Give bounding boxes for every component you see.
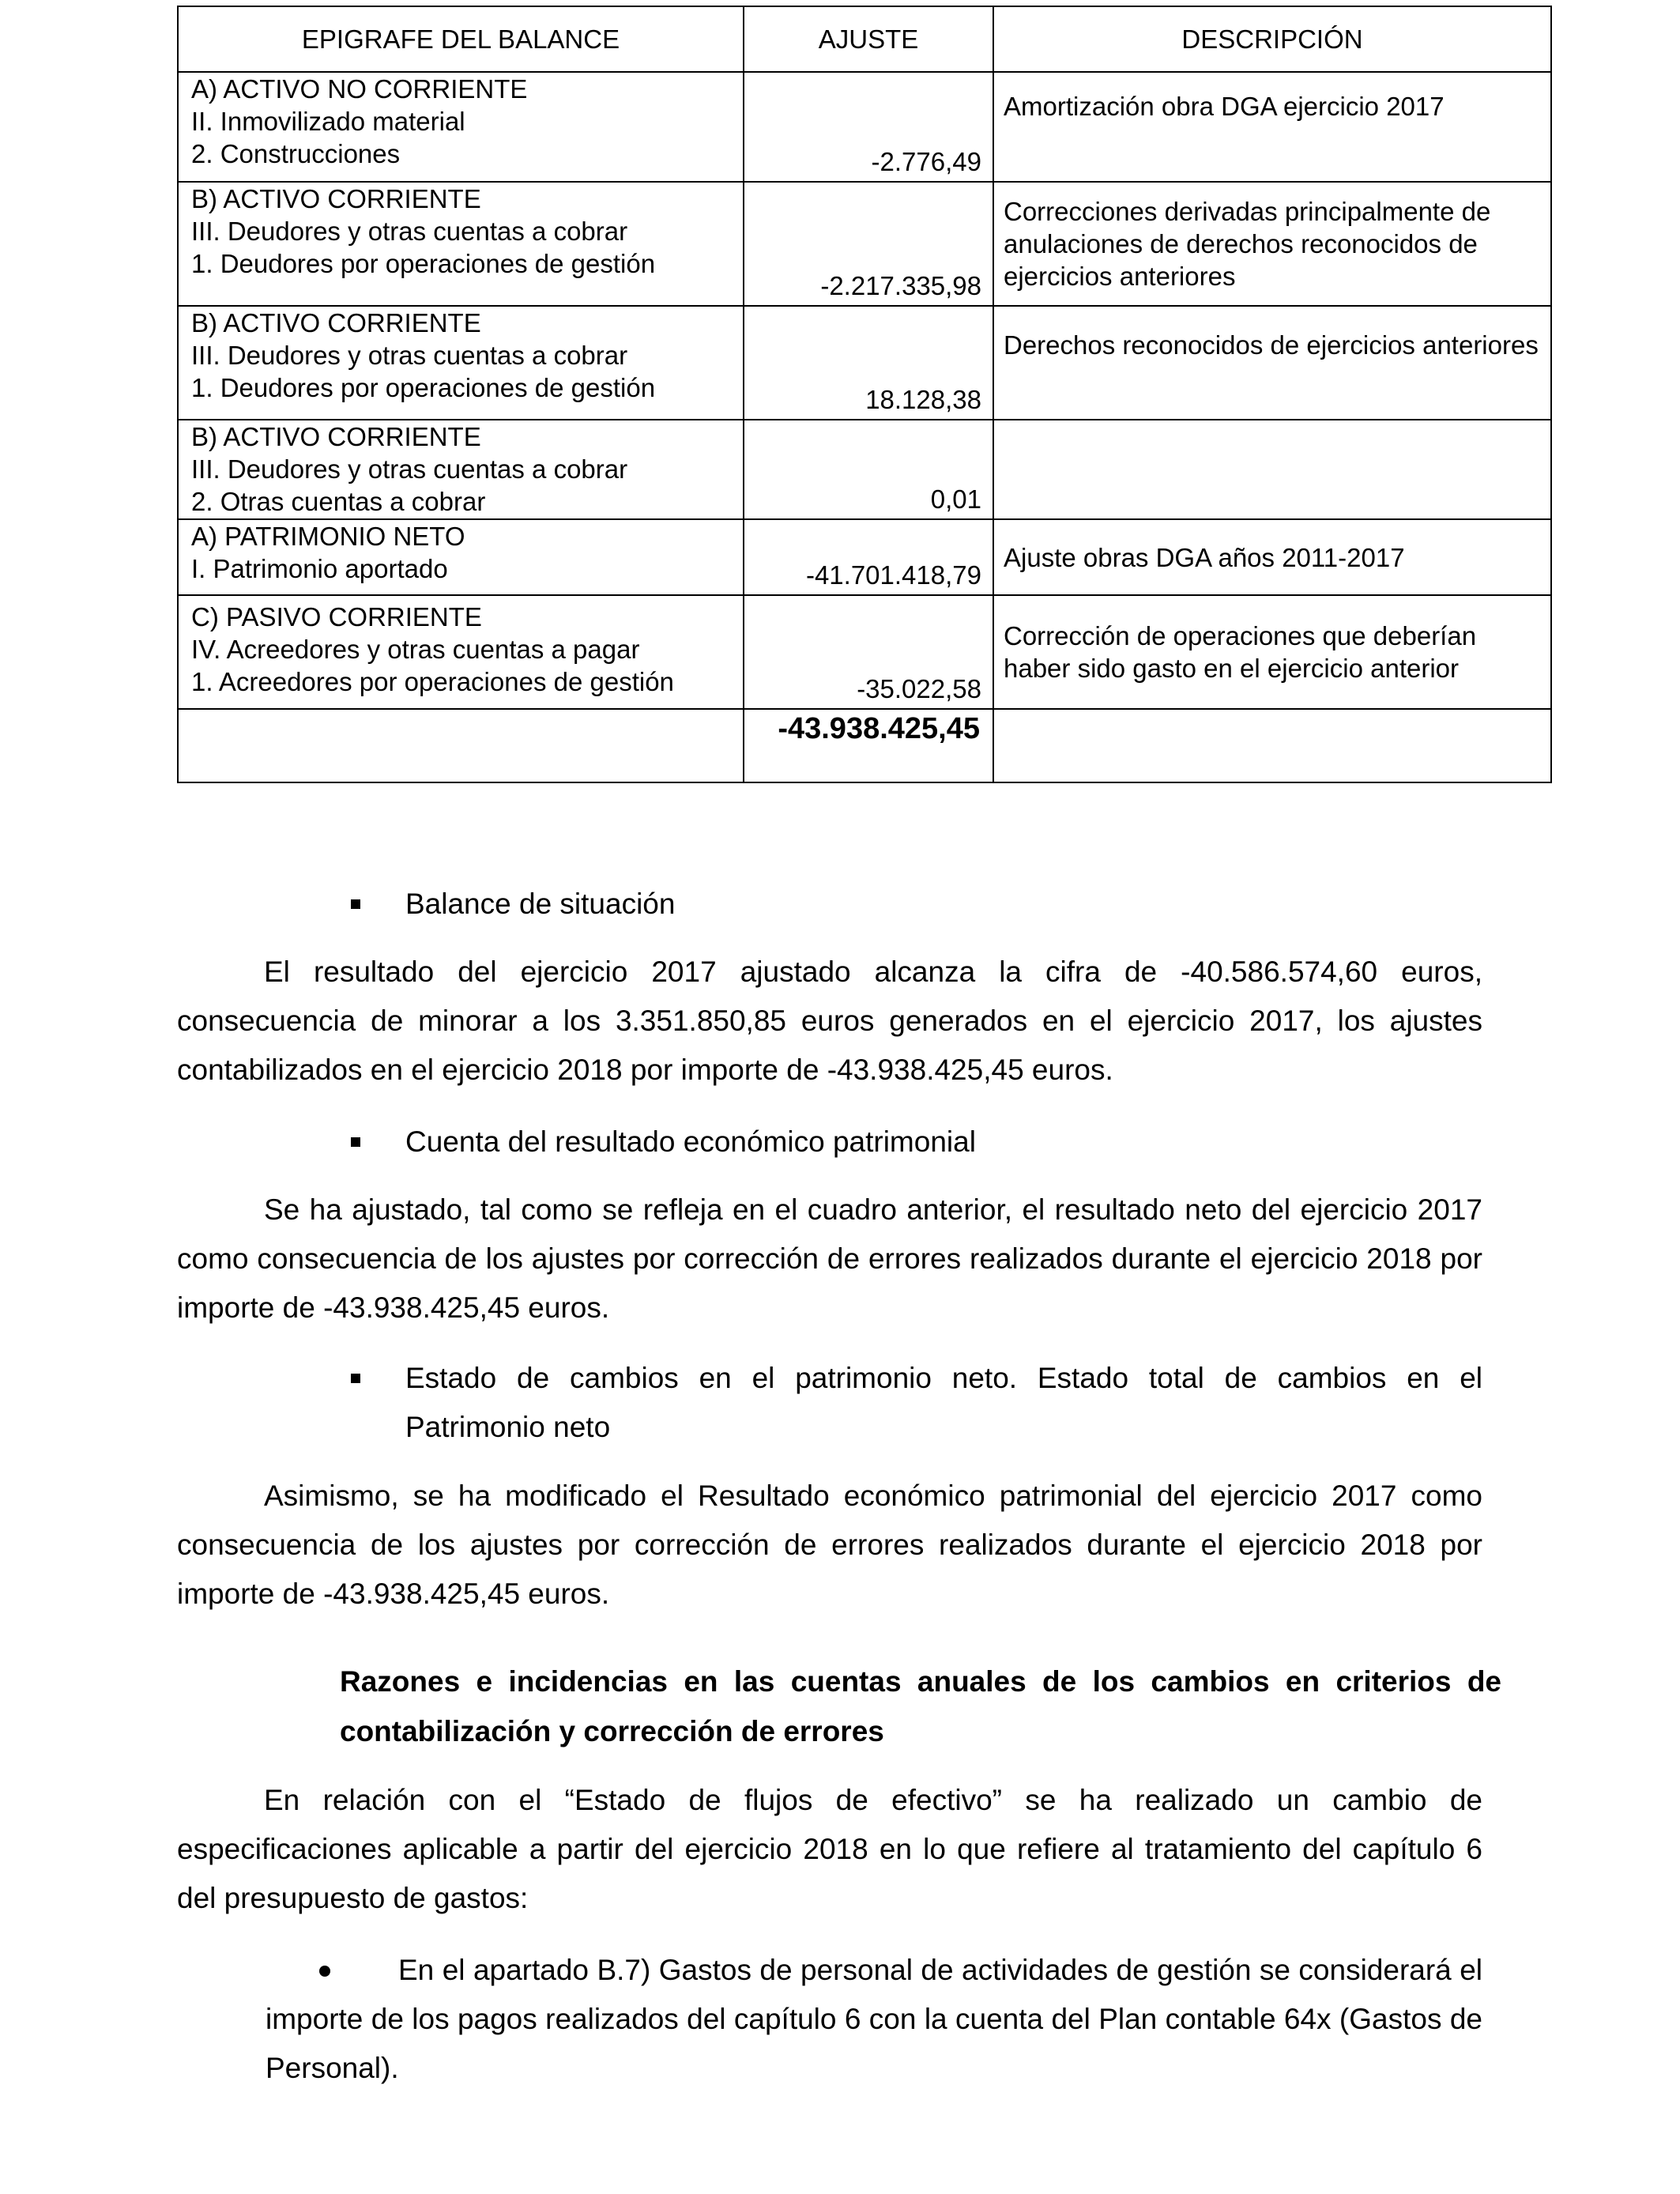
table-row (178, 182, 1551, 306)
bullet-balance-situacion: Balance de situación (405, 888, 676, 920)
cell-epigrafe (178, 595, 744, 709)
epigrafe-line: A) ACTIVO NO CORRIENTE (191, 74, 528, 104)
square-bullet-icon (351, 1374, 360, 1383)
cell-descripcion: Amortización obra DGA ejercicio 2017 (993, 72, 1551, 182)
cell-total-empty (993, 709, 1551, 782)
header-epigrafe: EPIGRAFE DEL BALANCE (178, 6, 744, 72)
table-header-row (178, 6, 1551, 72)
bullet-cuenta-resultado: Cuenta del resultado económico patrimonial (405, 1125, 976, 1158)
square-bullet-icon (351, 899, 360, 909)
epigrafe-line: I. Patrimonio aportado (191, 554, 448, 583)
cell-ajuste: -2.217.335,98 (744, 182, 993, 306)
epigrafe-line: IV. Acreedores y otras cuentas a pagar (191, 635, 640, 664)
cell-descripcion (993, 420, 1551, 519)
cell-ajuste: -35.022,58 (744, 595, 993, 709)
epigrafe-line: III. Deudores y otras cuentas a cobrar (191, 217, 628, 246)
epigrafe-line: C) PASIVO CORRIENTE (191, 602, 482, 631)
table-row (178, 519, 1551, 595)
epigrafe-line: 2. Otras cuentas a cobrar (191, 487, 486, 516)
cell-ajuste: -41.701.418,79 (744, 519, 993, 595)
epigrafe-line: III. Deudores y otras cuentas a cobrar (191, 341, 628, 370)
paragraph-resultado: El resultado del ejercicio 2017 ajustado alcanza la cifra de -40.586.574,60 euros, consecuencia de minorar a los 3.351.850,85 euros generados en el ejercicio 2017, los ajustes contabilizados en el ejercicio 2018 por importe de -43.938.425,45 euros. (177, 956, 1482, 1086)
table-row (178, 72, 1551, 182)
square-bullet-icon (351, 1137, 360, 1147)
cell-epigrafe (178, 72, 744, 182)
paragraph-ajustado: Se ha ajustado, tal como se refleja en el cuadro anterior, el resultado neto del ejercicio 2017 como consecuencia de los ajustes por corrección de errores realizados durante el ejercicio 2018 por importe de -43.938.425,45 euros. (177, 1193, 1482, 1324)
header-descripcion: DESCRIPCIÓN (993, 6, 1551, 72)
epigrafe-line: 1. Deudores por operaciones de gestión (191, 373, 656, 402)
balance-adjustments-table (177, 6, 1552, 783)
cell-descripcion: Ajuste obras DGA años 2011-2017 (993, 519, 1551, 595)
section-heading: Razones e incidencias en las cuentas anuales de los cambios en criterios de contabilización y corrección de errores (340, 1665, 1501, 1747)
cell-descripcion: Derechos reconocidos de ejercicios anteriores (993, 306, 1551, 420)
epigrafe-line: II. Inmovilizado material (191, 107, 465, 136)
cell-total: -43.938.425,45 (744, 709, 993, 782)
cell-epigrafe (178, 182, 744, 306)
bullet-estado-cambios: Estado de cambios en el patrimonio neto. Estado total de cambios en el Patrimonio neto (405, 1362, 1482, 1443)
epigrafe-line: 2. Construcciones (191, 139, 401, 168)
epigrafe-line: 1. Acreedores por operaciones de gestión (191, 667, 674, 696)
header-ajuste: AJUSTE (744, 6, 993, 72)
cell-descripcion: Correcciones derivadas principalmente de anulaciones de derechos reconocidos de ejercicios anteriores (993, 182, 1551, 306)
cell-ajuste: 18.128,38 (744, 306, 993, 420)
cell-epigrafe (178, 420, 744, 519)
bullet-apartado-b7: En el apartado B.7) Gastos de personal de actividades de gestión se considerará el importe de los pagos realizados del capítulo 6 con la cuenta del Plan contable 64x (Gastos de Personal). (266, 1954, 1482, 2084)
table-row (178, 306, 1551, 420)
table-row (178, 420, 1551, 519)
paragraph-flujos-efectivo: En relación con el “Estado de flujos de efectivo” se ha realizado un cambio de especificaciones aplicable a partir del ejercicio 2018 en lo que refiere al tratamiento del capítulo 6 del presupuesto de gastos: (177, 1784, 1482, 1914)
table-total-row (178, 709, 1551, 782)
cell-ajuste: 0,01 (744, 420, 993, 519)
epigrafe-line: III. Deudores y otras cuentas a cobrar (191, 454, 628, 484)
cell-total-empty (178, 709, 744, 782)
cell-descripcion: Corrección de operaciones que deberían haber sido gasto en el ejercicio anterior (993, 595, 1551, 709)
paragraph-asimismo: Asimismo, se ha modificado el Resultado económico patrimonial del ejercicio 2017 como consecuencia de los ajustes por corrección de errores realizados durante el ejercicio 2018 por importe de -43.938.425,45 euros. (177, 1480, 1482, 1610)
cell-epigrafe (178, 519, 744, 595)
epigrafe-line: B) ACTIVO CORRIENTE (191, 184, 481, 213)
table-row (178, 595, 1551, 709)
epigrafe-line: 1. Deudores por operaciones de gestión (191, 249, 656, 278)
cell-epigrafe (178, 306, 744, 420)
cell-ajuste: -2.776,49 (744, 72, 993, 182)
epigrafe-line: B) ACTIVO CORRIENTE (191, 308, 481, 337)
epigrafe-line: A) PATRIMONIO NETO (191, 522, 465, 551)
epigrafe-line: B) ACTIVO CORRIENTE (191, 422, 481, 451)
